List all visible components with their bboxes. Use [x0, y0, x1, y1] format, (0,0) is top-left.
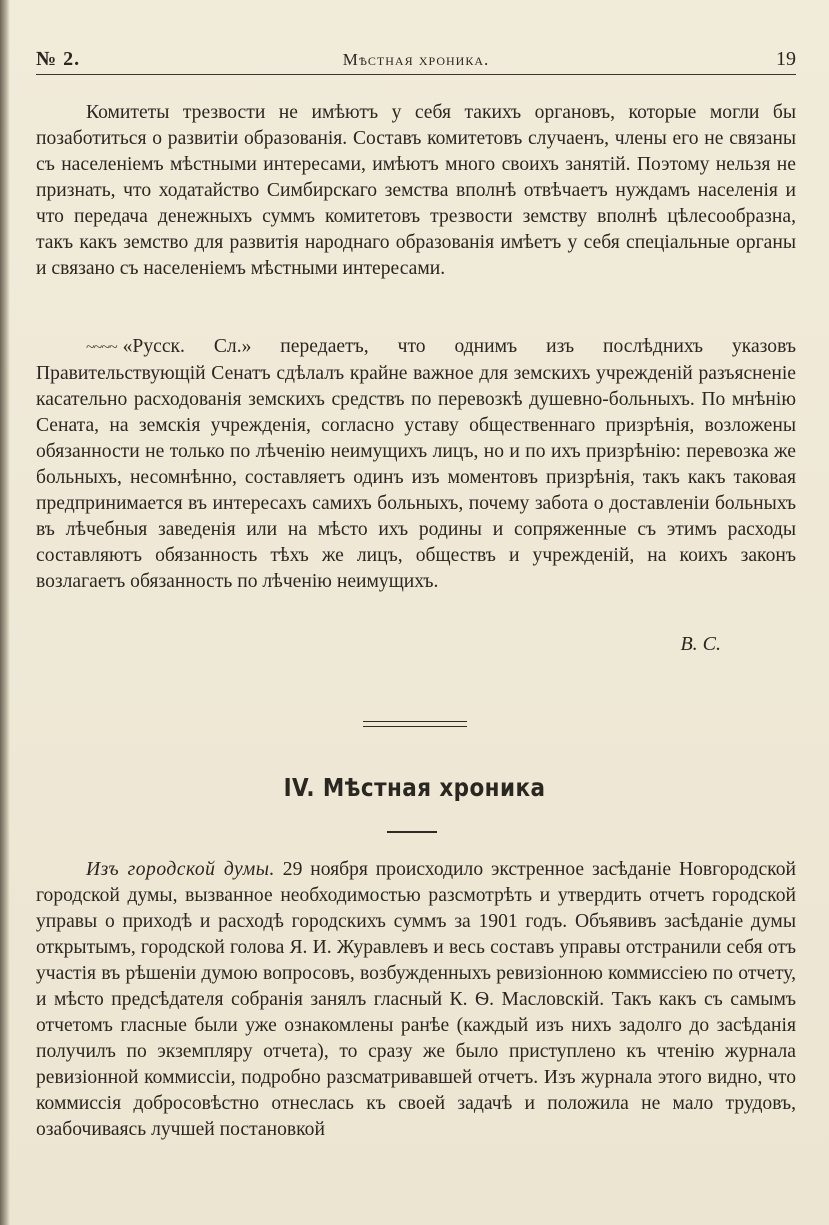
- chronicle-text: 29 ноября происходило экстренное засѣданіе Новгородской городской думы, вызванное необходимостью разсмотрѣть и утвердить отчетъ городской управы о приходѣ и расходѣ городскихъ суммъ за 1901 годъ. Объявивъ засѣданіе думы открытымъ, городской голова Я. И. Журавлевъ и весь составъ управы отстранили себя отъ участія въ рѣшеніи думою вопросовъ, возбужденныхъ ревизіонною коммиссіею по отчету, и мѣсто предсѣдателя собранія занялъ гласный К. Ѳ. Масловскій. Такъ какъ съ самымъ отчетомъ гласные были уже ознакомлены ранѣе (каждый изъ нихъ задолго до засѣданія получилъ по экземпляру отчета), то сразу же было приступлено къ чтенію журнала ревизіонной коммиссіи, подробно разсматривавшей отчетъ. Изъ журнала этого видно, что коммиссія добросовѣстно отнеслась къ своей задачѣ и положила не мало трудовъ, озабочиваясь лучшей постановкой: [36, 859, 796, 1140]
- author-signature: В. С.: [680, 633, 721, 655]
- paragraph-senate-ruling-text: «Русск. Сл.» передаетъ, что однимъ изъ послѣднихъ указовъ Правительствующій Сенатъ сдѣлалъ крайне важное для земскихъ учрежденій разъясненіе касательно расходованія земскихъ средствъ по перевозкѣ душевно-больныхъ. По мнѣнію Сената, на земскія учрежденія, согласно уставу общественнаго призрѣнія, возложены обязанности не только по лѣченію неимущихъ лицъ, но и по ихъ призрѣнію: перевозка же больныхъ, несомнѣнно, составляетъ одинъ изъ моментовъ призрѣнія, такъ какъ таковая предпринимается въ интересахъ самихъ больныхъ, почему забота о доставленіи больныхъ въ лѣчебныя заведенія или на мѣсто ихъ родины и сопряженные съ этимъ расходы составляютъ обязанность тѣхъ же лицъ, обществъ и учрежденій, на коихъ законъ возлагаетъ обязанность по лѣченію неимущихъ.: [36, 336, 796, 592]
- paragraph-mark: ~~~~: [86, 339, 117, 356]
- header-rule: [36, 74, 796, 75]
- heading-underline: [387, 831, 437, 833]
- page-number: 19: [776, 48, 796, 70]
- section-divider: [363, 721, 467, 727]
- issue-number: № 2.: [36, 48, 81, 70]
- paragraph-city-duma: [36, 857, 796, 1143]
- running-title: Мѣстная хроника.: [342, 50, 490, 69]
- chronicle-lead: Изъ городской думы.: [86, 859, 275, 880]
- section-heading: IV. Мѣстная хроника: [283, 773, 546, 802]
- paragraph-senate-ruling: [36, 334, 796, 595]
- paragraph-temperance-committees: Комитеты трезвости не имѣютъ у себя такихъ органовъ, которые могли бы позаботиться о развитіи образованія. Составъ комитетовъ случаенъ, члены его не связаны съ населеніемъ мѣстными интересами, имѣютъ много своихъ занятій. Поэтому нельзя не признать, что ходатайство Симбирскаго земства вполнѣ отвѣчаетъ нуждамъ населенія и что передача денежныхъ суммъ комитетовъ трезвости земству вполнѣ цѣлесообразна, такъ какъ земство для развитія народнаго образованія имѣетъ у себя спеціальные органы и связано съ населеніемъ мѣстными интересами.: [36, 102, 796, 279]
- running-header: [36, 48, 796, 72]
- page-binding-shadow: [0, 0, 10, 1225]
